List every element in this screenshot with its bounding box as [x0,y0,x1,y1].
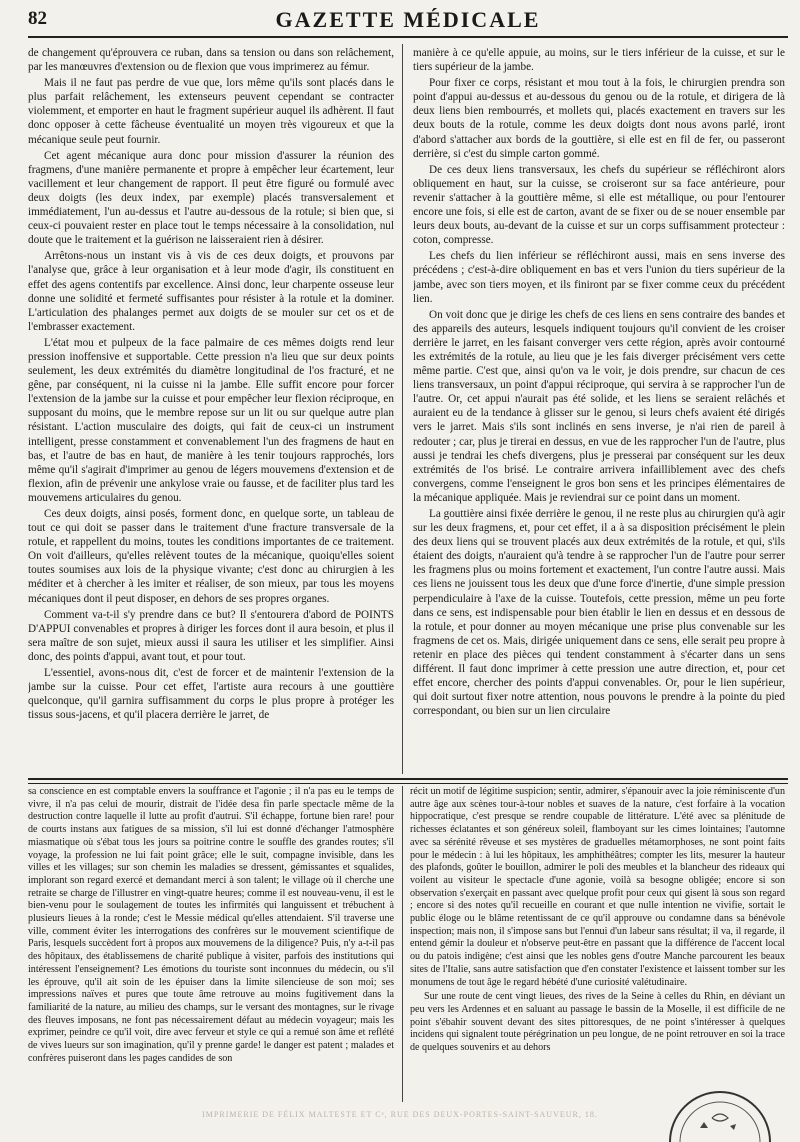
page-number: 82 [28,8,47,29]
article-paragraph: Cet agent mécanique aura donc pour mission d'assurer la réunion des fragmens, d'une manière permanente et propre à empêcher leur écartement, leur vacillement et leur changement de rapport. Il peut être figuré ou formulé avec deux doigts (les deux index, par exemple) placés transversalement et immédiatement, l'un au-dessus et l'autre au-dessous de la rotule; si bien que, si ceux-ci pouvaient rester en place tout le temps nécessaire à la consolidation, nul doute que le traitement et la guérison ne laisseraient rien à désirer. [28,149,394,247]
feuilleton-column-right [410,786,785,1102]
article-paragraph: L'état mou et pulpeux de la face palmaire de ces mêmes doigts rend leur pression inoffensive et supportable. Cette pression n'a lieu que sur deux points seulement, les deux extrémités du diamètre longitudinal de l'os fracturé, et ne gêne, par conséquent, ni la cuisse ni la jambe. Elle suffit encore pour forcer l'extension de la jambe sur la cuisse et pour empêcher leur flexion réciproque, en supposant du moins, que le membre repose sur un lit ou sur quelque autre plan résistant. L'action musculaire des doigts, qui fait de ceux-ci un instrument intelligent, presse constamment et convenablement l'un des fragmens de haut en bas, et l'autre de bas en haut, de manière à les tenir toujours rapprochés, lors même qu'il s'agirait d'imprimer au genou de légers mouvemens d'extension et de flexion, afin de prévenir une ankylose vraie ou fausse, et de faciliter plus tard les mouvemens articulaires du genou. [28,336,394,504]
article-paragraph: Les chefs du lien inférieur se réfléchiront aussi, mais en sens inverse des précédens ; c'est-à-dire obliquement en bas et vers l'union du tiers supérieur de la jambe, avec son tiers moyen, et ils finiront par se fixer comme ceux du précédent lien. [413,250,785,305]
feuilleton-paragraph: sa conscience en est comptable envers la souffrance et l'agonie ; il n'a pas eu le temps de vivre, il n'a pas celui de mourir, distrait de l'idée desa fin parle spectacle même de la destruction contre laquelle il lutte au profit d'autrui. S'il échappe, fortune bien rare! pour de courts instans aux fatigues de sa mission, s'il lui est donné d'échanger l'atmosphère miasmatique où s'ébat tous les jours sa poitrine contre le souffle des grandes routes; s'il voyage, la profession ne lui fait point grâce; elle le suit, compagne invisible, dans les villes et les villages; sur son chemin les maladies se dressent, gémissantes et squalides, implorant son regard exercé et demandant merci à son talent; le village où il cherche une retraite se charge de l'illustrer en vingt-quatre heures; comme il est nouveau-venu, il est le bien-venu pour le soulagement de toutes les infirmités qui languissent et trébuchent à plusieurs lieues à la ronde; c'est le Messie médical qu'elles attendaient. S'il traverse une ville, comment éviter les interrogations des confrères sur le mouvement scientifique de Paris, lesquels succèdent fort à propos aux mouvemens de la diligence? Puis, n'y a-t-il pas des hôpitaux, des établissemens de charité publique à visiter, parfois des institutions qui intéressent l'enseignement? Les émotions du touriste sont inconnues du médecin, ou s'il les éprouve, qu'il ait soin de les épuiser dans la limite silencieuse de son moi; ses impressions naïves et pures que toute âme retrouve au moins fugitivement dans la familiarité de la nature, au milieu des champs, sur le versant des montagnes, sur le rivage des fleuves imposans, ne font pas nécessairement défaut au médecin voyageur; mais les exprimer, peindre ce qu'il voit, dire avec ferveur et style ce qui a remué son âme et reflété de vives lueurs sur son imagination, qu'il y prenne garde! le danger est patent ; malades et confrères puiseront dans les pages candides de son [28,786,394,1064]
article-paragraph: de changement qu'éprouvera ce ruban, dans sa tension ou dans son relâchement, par les manœuvres d'extension ou de flexion que vous imprimerez au fémur. [28,47,394,74]
feuilleton-paragraph: Sur une route de cent vingt lieues, des rives de la Seine à celles du Rhin, en déviant un peu vers les Ardennes et en saluant au passage le bassin de la Moselle, il est difficile de ne point s'ébahir souvent devant des sites pittoresques, de ne point s'intéresser à quelques incidens qui signalent toute pérégrination un peu longue, de ne point retrouver en soi la trace de quelques souvenirs et au dehors [410,991,785,1054]
masthead-title: GAZETTE MÉDICALE [275,7,541,32]
article-paragraph: manière à ce qu'elle appuie, au moins, sur le tiers inférieur de la cuisse, et sur le tiers supérieur de la jambe. [413,47,785,74]
feuilleton-column-left [28,786,394,1102]
feuilleton-divider [28,778,788,784]
feuilleton-column-divider [402,786,403,1102]
article-paragraph: La gouttière ainsi fixée derrière le genou, il ne reste plus au chirurgien qu'à agir sur les deux fragmens, et, pour cet effet, il a à sa disposition précisément le plein des deux liens qui se trouvent placés aux deux extrémités de la rotule, et qui, s'ils étaient des doigts, n'auraient qu'à tendre à se rapprocher l'un de l'autre pour serrer les fragmens plus ou moins fortement et exactement, l'un contre l'autre aussi. Mais ces liens ne jouissent tous les deux que d'une force d'inertie, d'une simple pression perpendiculaire à l'axe de la cuisse. Toutefois, cette pression, même un peu forte dans ce sens, est indispensable pour bien établir le lien en dessus et en dessous de la rotule, et pour donner au moyen mécanique une prise plus convenable sur les fragmens de cet os. Mais, dirigée uniquement dans ce sens, elle serait peu propre à retenir en place des pièces qui tendent constamment à s'écarter dans un sens différent. Il faut donc imprimer à cette pression une autre direction, et, pour cet effet encore, chercher des points d'appui convenables. Or, pour le lien supérieur, qui doit surtout fixer notre attention, nous pouvons le prendre à la pointe du pied correspondant, ou bien sur un lien circulaire [413,508,785,718]
article-column-left [28,46,394,772]
feuilleton-paragraph: récit un motif de légitime suspicion; sentir, admirer, s'épanouir avec la joie réminiscente d'un autre âge aux scènes tour-à-tour nobles et suaves de la nature, c'est forfaire à la vocation hippocratique, c'est presque se rendre coupable de littérature. L'été avec sa plénitude de richesses éclatantes et son généreux soleil, flamboyant sur les cimes lointaines; l'automne avec sa sérénité rêveuse et ses mystères de graduelles métamorphoses, ne sont point faits pour le médecin : à lui les hôpitaux, les amphithéâtres; compter les lits, mesurer la hauteur des plafonds, goûter le bouillon, admirer le poli des meubles et la blancheur des rideaux qui voilent au visiteur le spectacle d'une agonie, voilà sa besogne obligée; encore si son observation s'exerçait en passant avec quelque profit pour ceux qui gisent là sous son regard ; encore si des notes qu'il recueille en courant et que nulle intention ne vivifie, sortait le public éloge ou le blâme retentissant de ce qu'il approuve ou condamne dans sa bénévole inspection; mais non, il s'impose sans but l'ennui d'un labeur sans résultat; il va, il regarde, il entend gémir la douleur et n'observe peut-être en passant que la différence de l'accent local ou du patois indigène; c'est ainsi que les nobles gens d'outre Manche parcourent les beaux sites de l'Italie, sans autre satisfaction que d'en constater l'existence et laissent tomber sur les monumens de tout âge le regard hébété d'une curiosité valétudinaire. [410,786,785,988]
printer-imprint: IMPRIMERIE DE FÉLIX MALTESTE ET Cᵉ, RUE DES DEUX-PORTES-SAINT-SAUVEUR, 18. [202,1110,598,1119]
article-paragraph: De ces deux liens transversaux, les chefs du supérieur se réfléchiront alors obliquement en haut, sur la cuisse, se croiseront sur sa face antérieure, pour revenir s'attacher à la gouttière même, si elle est métallique, ou pour l'entourer encore une fois, si elle est de carton, avant de se fixer ou de se nouer ensemble par leurs deux bouts, au-devant de la cuisse et sur un corps suffisamment protecteur : coton, compresse. [413,163,785,247]
page-header [28,6,788,38]
article-paragraph: Arrêtons-nous un instant vis à vis de ces deux doigts, et prouvons par l'analyse que, grâce à leur organisation et à leur mode d'agir, ils constituent en effet des agens contentifs par excellence. Ainsi donc, leur charpente osseuse leur donne une solidité et fermeté suffisantes pour résister à la rotule et la dominer. L'articulation des phalanges permet aux doigts de se mouler sur cet os et de l'embrasser exactement. [28,250,394,333]
article-paragraph: On voit donc que je dirige les chefs de ces liens en sens contraire des bandes et des appareils des auteurs, lesquels indiquent toujours qu'il convient de les croiser derrière le jarret, en les faisant converger vers cette région, après avoir contourné les extrémités de la rotule, au lieu que je les fais diverger précisément vers cette même partie. C'est que, ainsi qu'on va le voir, je dois prendre, sur chacun de ces liens transversaux, un point d'appui réciproque, qui servira à se rapprocher l'un de l'autre. Or, cet appui n'aurait pas été solide, et les liens se seraient relâchés et auraient eu de la tendance à glisser sur le genou, si leurs chefs avaient été dirigés vers le jarret. Mais s'ils sont inclinés en sens inverse, je n'ai rien de pareil à redouter ; car, plus je tirerai en dessus, en vue de les rapprocher l'un de l'autre, plus aussi je tendrai les chefs divergens, plus je presserai par conséquent sur les deux extrémités de l'os brisé. Le contraire arrivera infailliblement avec des chefs convergens, comme l'enseignent le gros bon sens et les principes élémentaires de la mécanique appliquée. Mais je reviendrai sur ce point dans un moment. [413,308,785,504]
article-paragraph: Comment va-t-il s'y prendre dans ce but? Il s'entourera d'abord de POINTS D'APPUI convenables et propres à diriger les forces dont il aura besoin, et plus il sera maître de son sujet, mieux aussi il saura les utiliser et les simplifier. Ainsi donc, des points d'appui, avant tout, et pour tout. [28,608,394,663]
article-paragraph: Mais il ne faut pas perdre de vue que, lors même qu'ils sont placés dans le plus parfait relâchement, les extenseurs peuvent cependant se contracter violemment, et emporter en haut le fragment supérieur auquel ils adhèrent. Il faut donc opposer à cette fâcheuse éventualité un moyen très vigoureux et que la mécanique seule peut fournir. [28,77,394,146]
library-stamp-icon [660,1088,780,1142]
article-column-right [413,46,785,772]
column-divider [402,44,403,774]
article-paragraph: Pour fixer ce corps, résistant et mou tout à la fois, le chirurgien prendra son point d'appui au-dessus et au-dessous du genou ou de la rotule, et dirigera de là deux liens bien rembourrés, et mollets qui, placés exactement en travers sur les deux bouts de la rotule, comme les deux doigts dont nous avons parlé, iront d'abord s'attacher aux bords de la gouttière, si elle est en fil de fer, ou passeront derrière, si c'est du simple carton gommé. [413,77,785,160]
article-paragraph: Ces deux doigts, ainsi posés, forment donc, en quelque sorte, un tableau de tout ce qui doit se passer dans le traitement d'une fracture transversale de la rotule, et rappellent du moins, toutes les conditions importantes de ce traitement. On voit d'ailleurs, qu'elles relèvent toutes de la mécanique, quoiqu'elles soient toutes soumises aux lois de la physique vivante; c'est donc au chirurgien à les méditer et à chercher à les imiter et réaliser, de son mieux, par tous les moyens mécaniques dont il peut disposer, en dehors de ses propres organes. [28,508,394,605]
article-paragraph: L'essentiel, avons-nous dit, c'est de forcer et de maintenir l'extension de la jambe sur la cuisse. Pour cet effet, l'artiste aura recours à une gouttière quelconque, qu'il garnira suffisamment du corps le plus propre à protéger les tissus sous-jacens, et qu'il placera derrière le jarret, de [28,667,394,722]
